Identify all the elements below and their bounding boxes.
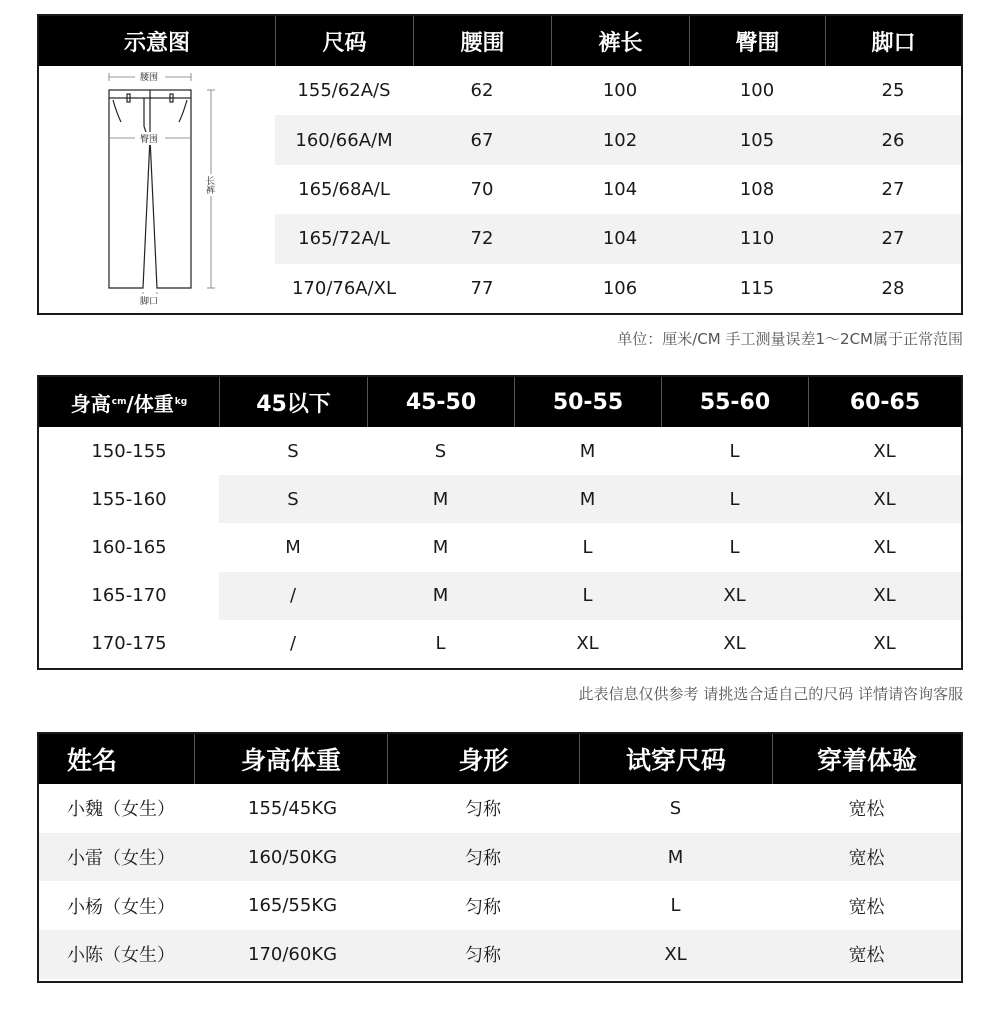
header-weight-range: 55-60 [661,377,808,427]
cell-size: S [287,440,299,462]
cell-size: M [285,536,301,558]
cell-hem: 26 [881,129,905,151]
table-row [275,264,961,313]
header-name: 姓名 [67,746,118,775]
cell-length: 104 [602,228,638,250]
header-diagram: 示意图 [123,30,190,56]
diagram-label-waist: 腰围 [138,70,160,83]
cell-hem: 27 [881,178,905,200]
cell-size: XL [723,633,746,655]
cell-size: 170/76A/XL [291,277,397,299]
cell-wear-experience: 宽松 [848,945,885,967]
pants-diagram [39,66,275,313]
cell-size: / [219,572,367,620]
table-row [39,930,961,979]
cell-size: M [367,475,514,523]
cell-length: 100 [602,80,638,102]
cell-size: L [435,633,446,655]
cell-body-shape: 匀称 [465,848,501,870]
size-chart-note: 单位：厘米/CM 手工测量误差1～2CM属于正常范围 [617,330,963,348]
cell-size: XL [576,633,599,655]
cell-waist: 62 [470,80,494,102]
cell-size: M [579,440,596,462]
table-row [275,115,961,164]
cell-size: 165/68A/L [298,178,390,200]
cell-size: L [514,572,661,620]
cell-hem: 27 [881,228,905,250]
cell-size: 165/72A/L [298,228,390,250]
fit-table-note: 此表信息仅供参考 请挑选合适自己的尺码 详情请咨询客服 [578,685,963,703]
cell-height-weight: 165/55KG [248,895,338,917]
cell-name: 小魏（女生） [67,799,175,821]
cell-name: 小雷（女生） [67,848,175,870]
cell-wear-experience: 宽松 [848,896,885,918]
cell-hip: 110 [739,228,775,250]
cell-hip: 100 [739,80,775,102]
cell-length: 102 [602,129,638,151]
diagram-label-hem: 脚口 [138,294,160,307]
cell-size: XL [873,633,896,655]
cell-size: 155/62A/S [297,80,391,102]
table-row [39,620,961,668]
cell-name: 小杨（女生） [67,896,175,918]
size-chart-table [37,14,963,315]
header-size: 尺码 [275,16,413,66]
cell-size: XL [873,536,896,558]
cell-length: 104 [602,178,638,200]
table-row [39,475,961,523]
table-row [39,572,961,620]
cell-size: L [582,536,593,558]
cell-body-shape: 匀称 [465,945,501,967]
cell-hip: 115 [739,277,775,299]
cell-size: XL [808,572,961,620]
header-tryon-size: 试穿尺码 [579,734,772,784]
fit-table-header [39,377,961,427]
cell-tryon-size: XL [664,943,687,965]
tryon-table-header [39,734,961,784]
cell-body-shape: 匀称 [465,896,501,918]
cell-size: M [432,536,449,558]
cell-tryon-size: L [670,895,681,917]
cell-size: 160/66A/M [295,129,393,151]
header-pants-length: 裤长 [551,16,689,66]
pants-outline-icon [39,66,275,313]
cell-size: L [729,440,740,462]
cell-tryon-size: S [669,797,682,819]
cell-hip: 108 [739,178,775,200]
cell-height-weight: 170/60KG [248,943,338,965]
table-row [39,881,961,930]
cell-height: 165-170 [91,585,167,607]
cell-tryon-size: M [667,846,684,868]
table-row [275,66,961,115]
cell-height: 160-165 [91,536,167,558]
cell-length: 106 [602,277,638,299]
cell-size: L [661,475,808,523]
cell-waist: 72 [470,228,494,250]
header-hip: 臀围 [689,16,825,66]
cell-size: / [289,633,297,655]
header-height-weight: 身高 cm /体重 kg [70,391,188,416]
size-chart-rows [275,66,961,313]
table-row [39,784,961,833]
cell-body-shape: 匀称 [465,799,501,821]
cell-wear-experience: 宽松 [848,848,885,870]
header-weight-range: 60-65 [808,377,961,427]
size-chart-header [39,16,961,66]
header-weight-range: 45-50 [367,377,514,427]
table-row [39,833,961,882]
cell-height: 150-155 [91,440,167,462]
table-row [275,214,961,263]
fit-recommendation-table [37,375,963,670]
cell-size: S [219,475,367,523]
header-body-shape: 身形 [387,734,579,784]
header-weight-range: 45以下 [219,377,367,427]
cell-size: S [434,440,447,462]
cell-height-weight: 160/50KG [248,846,338,868]
cell-name: 小陈（女生） [67,945,175,967]
diagram-label-length: 长裤 [204,176,214,194]
cell-size: XL [661,572,808,620]
cell-hem: 28 [881,277,905,299]
header-wear-experience: 穿着体验 [772,734,961,784]
table-row [275,165,961,214]
cell-wear-experience: 宽松 [848,799,885,821]
cell-hem: 25 [881,80,905,102]
cell-size: XL [808,475,961,523]
cell-height: 170-175 [91,633,167,655]
table-row [39,523,961,571]
cell-height: 155-160 [91,488,167,510]
header-height-weight: 身高体重 [194,734,387,784]
tryon-table [37,732,963,983]
cell-waist: 67 [470,129,494,151]
diagram-label-hip: 臀围 [138,132,160,145]
cell-height-weight: 155/45KG [248,797,338,819]
cell-waist: 70 [470,178,494,200]
cell-hip: 105 [739,129,775,151]
cell-size: L [729,536,740,558]
header-waist: 腰围 [413,16,551,66]
header-hem: 脚口 [825,16,961,66]
cell-size: M [514,475,661,523]
table-row [39,427,961,475]
cell-size: XL [873,440,896,462]
header-weight-range: 50-55 [514,377,661,427]
cell-waist: 77 [470,277,494,299]
cell-size: M [367,572,514,620]
